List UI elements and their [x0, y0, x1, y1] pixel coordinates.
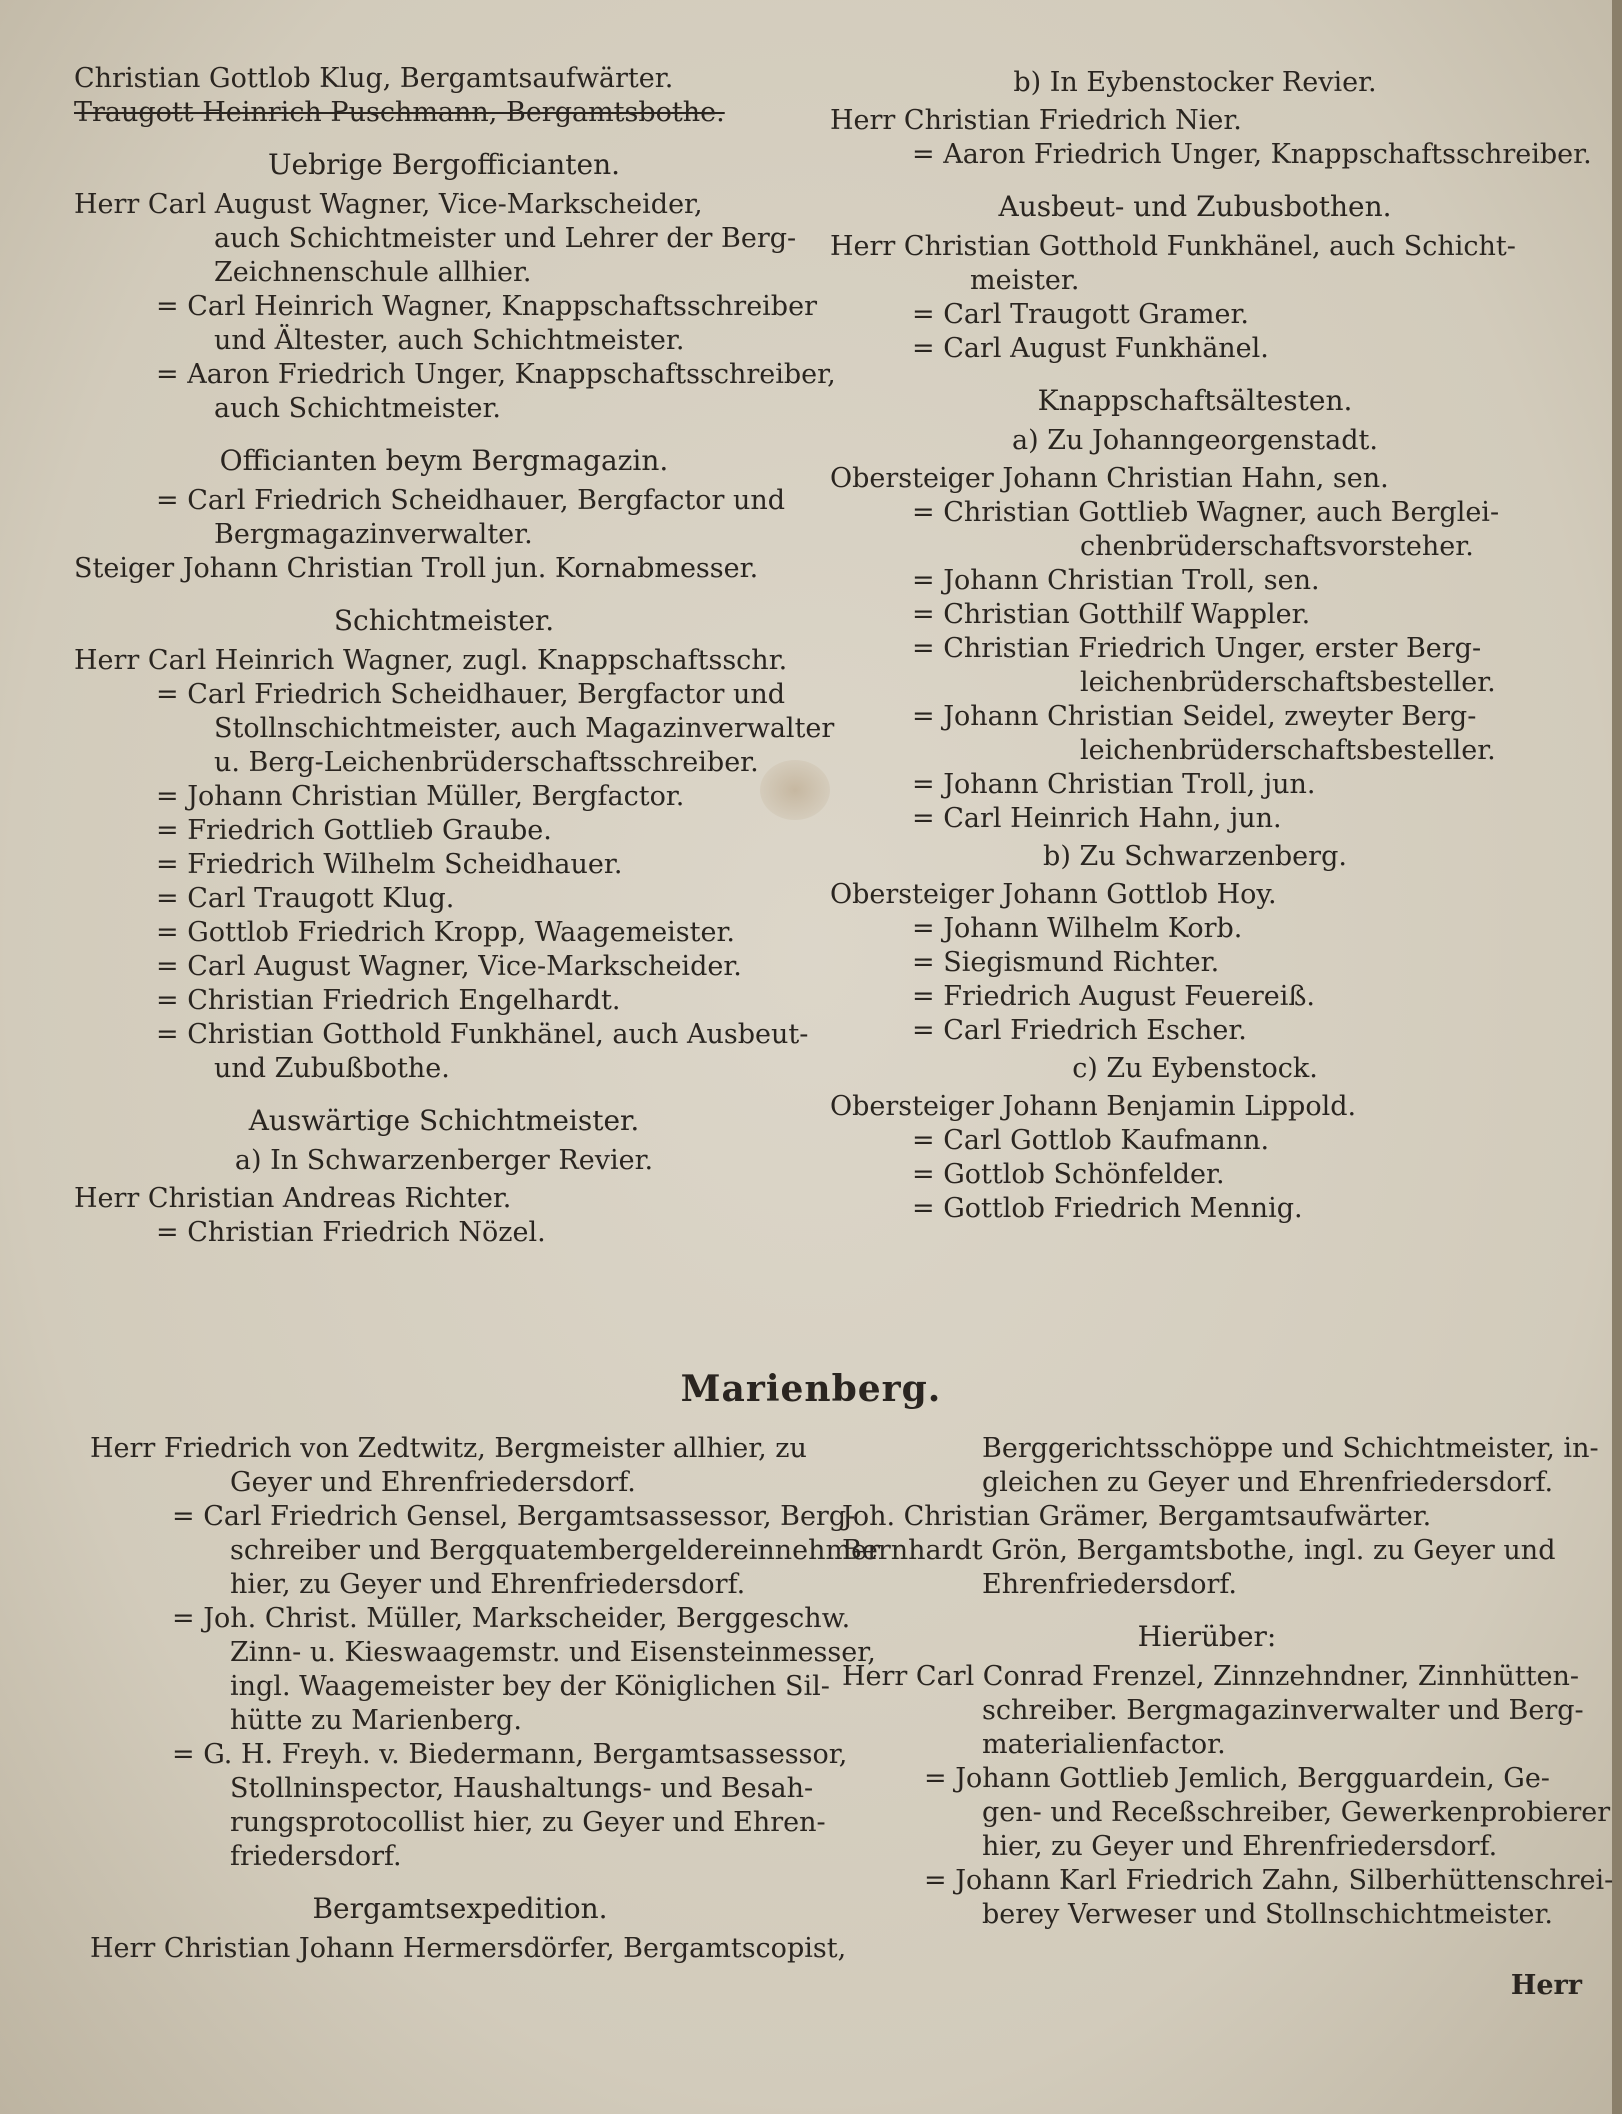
section-heading: Bergamtsexpedition.	[312, 1892, 608, 1925]
text-line: = Carl Friedrich Escher.	[912, 1015, 1247, 1046]
text-line: = Aaron Friedrich Unger, Knappschaftsschreiber.	[912, 139, 1592, 170]
text-line: Herr Christian Johann Hermersdörfer, Bergamtscopist,	[90, 1933, 847, 1964]
text-line: Zeichnenschule allhier.	[214, 257, 532, 288]
text-line: Obersteiger Johann Christian Hahn, sen.	[830, 463, 1389, 494]
text-line: Herr Friedrich von Zedtwitz, Bergmeister allhier, zu	[90, 1433, 807, 1464]
page-edge	[1612, 0, 1622, 2114]
text-line: Traugott Heinrich Puschmann, Bergamtsbothe.	[74, 97, 725, 128]
text-line: = G. H. Freyh. v. Biedermann, Bergamtsassessor,	[172, 1739, 848, 1770]
section-title-marienberg: Marienberg.	[680, 1368, 942, 1410]
text-line: auch Schichtmeister.	[214, 393, 502, 424]
text-line: Herr Christian Andreas Richter.	[74, 1183, 512, 1214]
text-line: = Gottlob Friedrich Mennig.	[912, 1193, 1303, 1224]
text-line: Joh. Christian Grämer, Bergamtsaufwärter.	[842, 1501, 1432, 1532]
text-line: = Carl Friedrich Scheidhauer, Bergfactor und	[156, 485, 786, 516]
text-line: = Carl August Wagner, Vice-Markscheider.	[156, 951, 742, 982]
text-line: schreiber und Bergquatembergeldereinnehmer	[230, 1535, 880, 1566]
text-line: = Aaron Friedrich Unger, Knappschaftsschreiber,	[156, 359, 836, 390]
text-line: materialienfactor.	[982, 1729, 1226, 1760]
text-line: = Friedrich Wilhelm Scheidhauer.	[156, 849, 623, 880]
text-line: auch Schichtmeister und Lehrer der Berg-	[214, 223, 797, 254]
text-line: Bernhardt Grön, Bergamtsbothe, ingl. zu Geyer und	[842, 1535, 1556, 1566]
text-line: hier, zu Geyer und Ehrenfriedersdorf.	[230, 1569, 746, 1600]
text-line: hier, zu Geyer und Ehrenfriedersdorf.	[982, 1831, 1498, 1862]
text-line: Geyer und Ehrenfriedersdorf.	[230, 1467, 636, 1498]
text-line: = Carl Heinrich Hahn, jun.	[912, 803, 1282, 834]
text-line: = Gottlob Schönfelder.	[912, 1159, 1225, 1190]
text-line: = Carl Traugott Klug.	[156, 883, 455, 914]
section-heading: Ausbeut- und Zubusbothen.	[998, 190, 1392, 223]
text-line: = Friedrich Gottlieb Graube.	[156, 815, 552, 846]
text-line: meister.	[970, 265, 1080, 296]
text-line: = Christian Gottlieb Wagner, auch Berglei-	[912, 497, 1500, 528]
text-line: = Carl Traugott Gramer.	[912, 299, 1249, 330]
text-line: Stollninspector, Haushaltungs- und Besah-	[230, 1773, 814, 1804]
section-heading: Hierüber:	[1137, 1620, 1277, 1653]
text-line: = Johann Karl Friedrich Zahn, Silberhüttenschrei-	[924, 1865, 1614, 1896]
text-line: Herr Christian Friedrich Nier.	[830, 105, 1242, 136]
text-line: = Johann Christian Müller, Bergfactor.	[156, 781, 685, 812]
text-line: = Siegismund Richter.	[912, 947, 1220, 978]
text-line: Herr Carl Heinrich Wagner, zugl. Knappschaftsschr.	[74, 645, 788, 676]
section-heading: Schichtmeister.	[333, 604, 555, 637]
text-line: = Carl Friedrich Gensel, Bergamtsassessor, Berg-	[172, 1501, 856, 1532]
text-line: = Joh. Christ. Müller, Markscheider, Berggeschw.	[172, 1603, 851, 1634]
text-line: Herr Carl August Wagner, Vice-Markscheider,	[74, 189, 703, 220]
text-line: berey Verweser und Stollnschichtmeister.	[982, 1899, 1553, 1930]
text-line: und Zubußbothe.	[214, 1053, 450, 1084]
text-line: = Carl August Funkhänel.	[912, 333, 1269, 364]
section-heading: Uebrige Bergofficianten.	[267, 148, 621, 181]
text-line: Herr Carl Conrad Frenzel, Zinnzehndner, Zinnhütten-	[842, 1661, 1580, 1692]
text-line: = Christian Friedrich Engelhardt.	[156, 985, 621, 1016]
text-line: Berggerichtsschöppe und Schichtmeister, in-	[982, 1433, 1599, 1464]
subsection-heading: a) Zu Johanngeorgenstadt.	[1012, 425, 1378, 456]
catchword: Herr	[1510, 1970, 1582, 2001]
text-line: = Johann Gottlieb Jemlich, Bergguardein, Ge-	[924, 1763, 1550, 1794]
text-line: Bergmagazinverwalter.	[214, 519, 533, 550]
text-line: = Christian Gotthilf Wappler.	[912, 599, 1311, 630]
text-line: gleichen zu Geyer und Ehrenfriedersdorf.	[982, 1467, 1554, 1498]
text-line: schreiber. Bergmagazinverwalter und Berg-	[982, 1695, 1584, 1726]
text-line: ingl. Waagemeister bey der Königlichen Sil-	[230, 1671, 830, 1702]
text-line: Stollnschichtmeister, auch Magazinverwalter	[214, 713, 835, 744]
section-heading: Officianten beym Bergmagazin.	[219, 444, 669, 477]
text-line: leichenbrüderschaftsbesteller.	[1080, 735, 1496, 766]
text-line: = Johann Christian Seidel, zweyter Berg-	[912, 701, 1477, 732]
text-line: Zinn- u. Kieswaagemstr. und Eisensteinmesser,	[230, 1637, 876, 1668]
text-line: = Christian Friedrich Nözel.	[156, 1217, 546, 1248]
subsection-heading: b) In Eybenstocker Revier.	[1013, 67, 1377, 98]
text-line: = Friedrich August Feuereiß.	[912, 981, 1315, 1012]
text-line: hütte zu Marienberg.	[230, 1705, 522, 1736]
text-line: = Johann Christian Troll, sen.	[912, 565, 1320, 596]
text-line: leichenbrüderschaftsbesteller.	[1080, 667, 1496, 698]
text-line: rungsprotocollist hier, zu Geyer und Ehren-	[230, 1807, 826, 1838]
section-heading: Knappschaftsältesten.	[1037, 384, 1353, 417]
marienberg-right-column	[842, 1432, 1614, 1932]
text-line: Obersteiger Johann Gottlob Hoy.	[830, 879, 1277, 910]
subsection-heading: a) In Schwarzenberger Revier.	[234, 1145, 654, 1176]
text-line: u. Berg-Leichenbrüderschaftsschreiber.	[214, 747, 759, 778]
subsection-heading: c) Zu Eybenstock.	[1072, 1053, 1318, 1084]
text-line: = Christian Friedrich Unger, erster Berg-	[912, 633, 1482, 664]
text-line: Ehrenfriedersdorf.	[982, 1569, 1237, 1600]
text-line: Christian Gottlob Klug, Bergamtsaufwärter.	[74, 63, 674, 94]
text-line: Obersteiger Johann Benjamin Lippold.	[830, 1091, 1357, 1122]
text-line: und Ältester, auch Schichtmeister.	[214, 325, 685, 356]
text-line: = Carl Heinrich Wagner, Knappschaftsschreiber	[156, 291, 817, 322]
text-line: = Carl Gottlob Kaufmann.	[912, 1125, 1270, 1156]
text-line: Steiger Johann Christian Troll jun. Kornabmesser.	[74, 553, 759, 584]
left-column-top	[74, 62, 836, 1250]
text-line: gen- und Receßschreiber, Gewerkenprobierer	[982, 1797, 1611, 1828]
text-line: = Carl Friedrich Scheidhauer, Bergfactor und	[156, 679, 786, 710]
text-line: chenbrüderschaftsvorsteher.	[1080, 531, 1474, 562]
text-line: = Johann Christian Troll, jun.	[912, 769, 1316, 800]
text-line: = Christian Gotthold Funkhänel, auch Ausbeut-	[156, 1019, 809, 1050]
right-column-top	[830, 62, 1592, 1226]
text-line: Herr Christian Gotthold Funkhänel, auch Schicht-	[830, 231, 1516, 262]
marienberg-left-column	[90, 1432, 880, 1966]
subsection-heading: b) Zu Schwarzenberg.	[1043, 841, 1347, 872]
text-line: = Johann Wilhelm Korb.	[912, 913, 1243, 944]
text-line: friedersdorf.	[230, 1841, 402, 1872]
text-line: = Gottlob Friedrich Kropp, Waagemeister.	[156, 917, 736, 948]
section-heading: Auswärtige Schichtmeister.	[248, 1104, 640, 1137]
